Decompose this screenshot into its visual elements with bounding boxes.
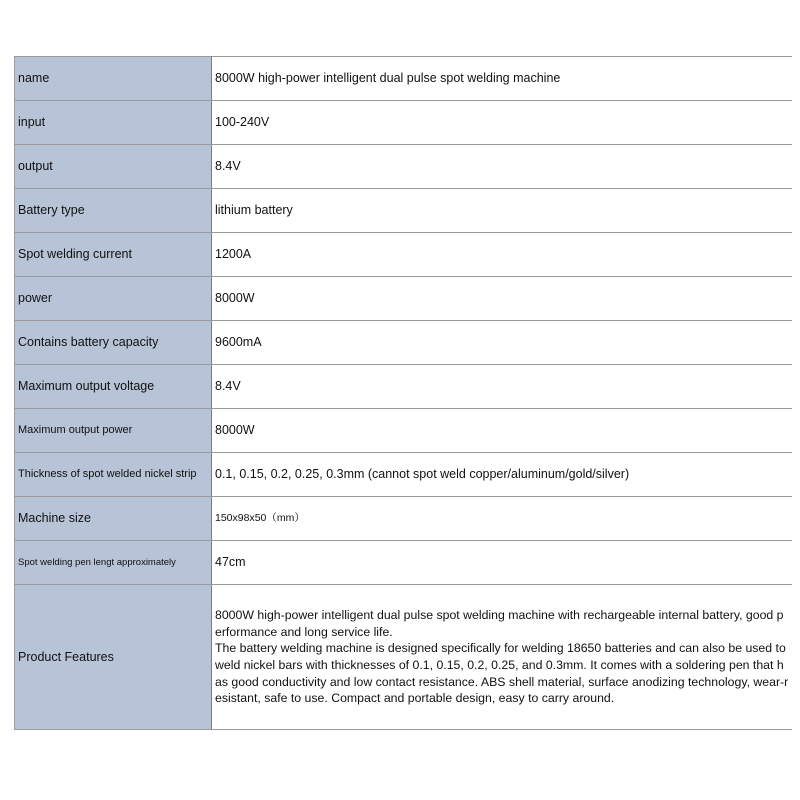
row-label-spot-welding-current: Spot welding current <box>15 233 212 277</box>
row-label-output: output <box>15 145 212 189</box>
row-label-battery-type: Battery type <box>15 189 212 233</box>
table-row <box>15 57 793 101</box>
table-row <box>15 585 793 730</box>
row-value-max-output-power: 8000W <box>212 409 793 453</box>
table-row <box>15 453 793 497</box>
row-label-input: input <box>15 101 212 145</box>
row-label-power: power <box>15 277 212 321</box>
table-row <box>15 409 793 453</box>
table-row <box>15 277 793 321</box>
table-row <box>15 321 793 365</box>
row-value-machine-size: 150x98x50（mm） <box>212 497 793 541</box>
row-value-nickel-strip-thickness: 0.1, 0.15, 0.2, 0.25, 0.3mm (cannot spot weld copper/aluminum/gold/silver) <box>212 453 793 497</box>
spec-table <box>14 56 792 730</box>
row-label-battery-capacity: Contains battery capacity <box>15 321 212 365</box>
row-value-spot-welding-current: 1200A <box>212 233 793 277</box>
row-value-product-features <box>212 585 793 730</box>
row-value-pen-length: 47cm <box>212 541 793 585</box>
table-row <box>15 497 793 541</box>
row-label-product-features: Product Features <box>15 585 212 730</box>
row-value-power: 8000W <box>212 277 793 321</box>
row-value-max-output-voltage: 8.4V <box>212 365 793 409</box>
table-row <box>15 189 793 233</box>
row-label-machine-size: Machine size <box>15 497 212 541</box>
features-paragraph-2: The battery welding machine is designed specifically for welding 18650 batteries and can also be used to weld nickel bars with thicknesses of 0.1, 0.15, 0.2, 0.25, and 0.3mm. It comes with a soldering pen that has good conductivity and low contact resistance. ABS shell material, surface anodizing technology, wear-resistant, safe to use. Compact and portable design, easy to carry around. <box>215 641 789 706</box>
table-row <box>15 365 793 409</box>
spec-table-container <box>14 56 787 730</box>
table-row <box>15 145 793 189</box>
row-label-nickel-strip-thickness: Thickness of spot welded nickel strip <box>15 453 212 497</box>
table-row <box>15 541 793 585</box>
row-value-input: 100-240V <box>212 101 793 145</box>
row-label-pen-length: Spot welding pen lengt approximately <box>15 541 212 585</box>
row-value-name: 8000W high-power intelligent dual pulse spot welding machine <box>212 57 793 101</box>
row-label-max-output-voltage: Maximum output voltage <box>15 365 212 409</box>
row-label-name: name <box>15 57 212 101</box>
table-row <box>15 233 793 277</box>
row-value-battery-capacity: 9600mA <box>212 321 793 365</box>
features-paragraph-1: 8000W high-power intelligent dual pulse spot welding machine with rechargeable internal battery, good performance and long service life. <box>215 608 784 639</box>
row-value-output: 8.4V <box>212 145 793 189</box>
table-row <box>15 101 793 145</box>
row-value-battery-type: lithium battery <box>212 189 793 233</box>
row-label-max-output-power: Maximum output power <box>15 409 212 453</box>
